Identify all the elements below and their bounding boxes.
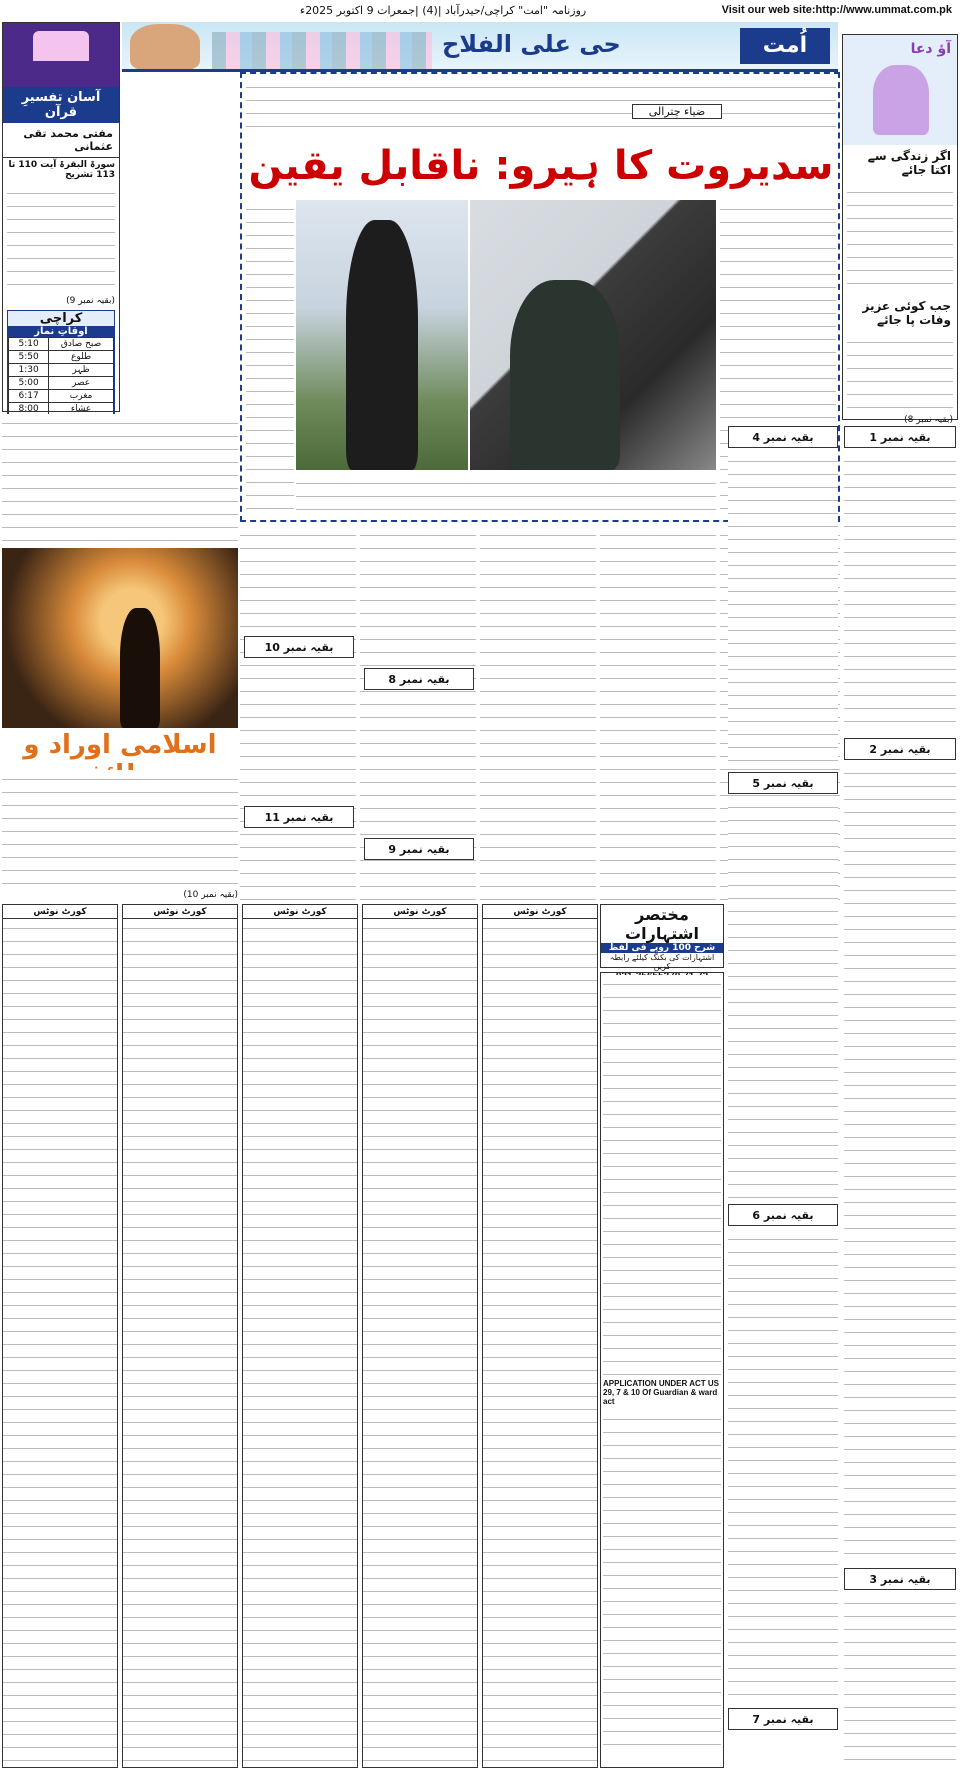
continued-4-text: [728, 452, 838, 768]
court-notice-column: [242, 904, 358, 1768]
prayer-row: [9, 338, 114, 351]
court-notice-heading: کورٹ نوٹس: [363, 905, 477, 919]
prayer-row: [9, 377, 114, 390]
quran-book-icon: [3, 23, 119, 87]
dua-text-1: [847, 183, 953, 293]
classifieds-title: مختصر اشتہارات: [625, 905, 699, 943]
continued-5-label: بقیہ نمبر 5: [728, 772, 838, 794]
continued-1-label: بقیہ نمبر 1: [844, 426, 956, 448]
main-headline: سدیروت کا ہیرو: ناقابل یقین: [248, 143, 834, 189]
prayer-time: 8:00: [9, 403, 49, 416]
right-panel: [842, 34, 958, 425]
tafseer-text: [7, 184, 115, 294]
masthead-slogan: حی علی الفلاح: [442, 30, 621, 58]
main-text-left: [246, 200, 294, 514]
city-label: کراچی: [8, 311, 114, 326]
classifieds-rate: شرح 100 روپے فی لفظ: [601, 943, 723, 953]
court-notice-column: [362, 904, 478, 1768]
prayer-row: [9, 364, 114, 377]
continued-6-label: بقیہ نمبر 6: [728, 1204, 838, 1226]
court-notices-grid: [2, 904, 598, 1768]
dua-text-2: [847, 333, 953, 413]
prayer-name: عشاء: [49, 403, 114, 416]
website-link[interactable]: Visit our web site:http://www.ummat.com.pk: [721, 4, 952, 16]
prayer-time: 1:30: [9, 364, 49, 377]
islamic-feature-title: اسلامی اوراد و: [23, 730, 217, 760]
praying-silhouette-image: [2, 548, 238, 728]
court-notice-column: [2, 904, 118, 1768]
prayer-time: 6:17: [9, 390, 49, 403]
continued-4-label: بقیہ نمبر 4: [728, 426, 838, 448]
classifieds-header: [600, 904, 724, 971]
islamic-feature-text: [2, 414, 238, 548]
continued-8-label: بقیہ نمبر 8: [364, 668, 474, 690]
dua-banner: آؤ دعا: [910, 41, 951, 57]
prayer-name: مغرب: [49, 390, 114, 403]
newspaper-logo: اُمت: [740, 28, 830, 64]
main-text-bottom: [296, 474, 716, 514]
prayer-name: عصر: [49, 377, 114, 390]
prayer-name: طلوع: [49, 351, 114, 364]
continued-7-label: بقیہ نمبر 7: [728, 1708, 838, 1730]
continued-6-text: [728, 1230, 838, 1704]
classifieds-booking: اشتہارات کی بکنگ کیلئے رابطہ کریں: [609, 953, 715, 971]
hero-photo-car: [470, 200, 716, 470]
continued-3-label: بقیہ نمبر 3: [844, 1568, 956, 1590]
top-bar: [0, 0, 960, 22]
prayer-name: ظہر: [49, 364, 114, 377]
dua-headline-1: اگر زندگی سے اکتا جائے: [867, 149, 951, 177]
guardian-application: APPLICATION UNDER ACT US 29, 7 & 10 Of Guardian & ward act: [603, 1379, 719, 1406]
surah-reference: سورۃ البقرۃ آیت 110 تا 113 تشریح: [8, 160, 115, 180]
tafseer-title: آسان تفسیرِ قرآن: [3, 87, 119, 123]
masthead: [122, 22, 838, 72]
main-intro-text: [246, 78, 836, 134]
dua-continued: (بقیہ نمبر 8): [904, 415, 953, 425]
prayer-row: [9, 390, 114, 403]
court-notice-heading: کورٹ نوٹس: [243, 905, 357, 919]
islamic-feature-continued: (بقیہ نمبر 10): [183, 890, 238, 900]
classified-ads-column: [600, 972, 724, 1768]
prayer-time: 5:10: [9, 338, 49, 351]
tafseer-continued: (بقیہ نمبر 9): [66, 296, 115, 306]
continued-5-text: [728, 798, 838, 1200]
tafseer-author: مفتی محمد تقی عثمانی: [3, 123, 119, 158]
prayer-time: 5:50: [9, 351, 49, 364]
continued-2-text: [844, 764, 956, 1564]
continued-9-label: بقیہ نمبر 9: [364, 838, 474, 860]
left-panel: [2, 22, 120, 412]
byline: ضیاء چترالی: [632, 104, 722, 119]
prayer-timings-label: اوقاتِ نماز: [8, 326, 114, 337]
court-notice-column: [482, 904, 598, 1768]
dateline: روزنامہ "امت" کراچی/حیدرآباد |(4) |جمعرات 9 اکتوبر 2025ء: [300, 4, 587, 17]
prayer-time: 5:00: [9, 377, 49, 390]
prayer-row: [9, 351, 114, 364]
court-notice-heading: کورٹ نوٹس: [123, 905, 237, 919]
court-notice-heading: کورٹ نوٹس: [3, 905, 117, 919]
continued-3-text: [844, 1594, 956, 1766]
praying-hands-icon: [843, 35, 957, 145]
prayer-name: صبح صادق: [49, 338, 114, 351]
continued-10-label: بقیہ نمبر 10: [244, 636, 354, 658]
continued-2-label: بقیہ نمبر 2: [844, 738, 956, 760]
court-notice-column: [122, 904, 238, 1768]
islamic-feature-body: [2, 770, 238, 890]
caller-illustration: [130, 24, 200, 70]
mosque-skyline-illustration: [212, 32, 432, 72]
hero-photo-standing: [296, 200, 468, 470]
dua-headline-2: جب کوئی عزیز وفات پا جائے: [862, 299, 951, 327]
court-notice-heading: کورٹ نوٹس: [483, 905, 597, 919]
continued-11-label: بقیہ نمبر 11: [244, 806, 354, 828]
continued-1-text: [844, 452, 956, 734]
